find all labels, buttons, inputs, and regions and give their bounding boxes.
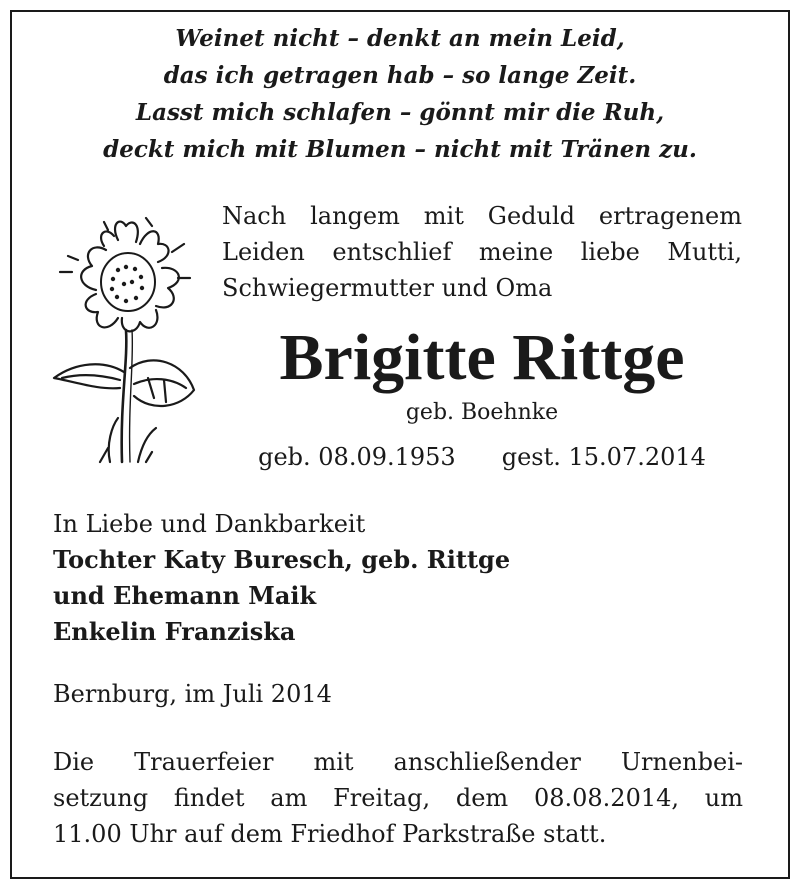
mourner-line: Tochter Katy Buresch, geb. Rittge (53, 545, 511, 574)
intro-line: Schwiegermutter und Oma (222, 274, 553, 302)
poem-line: Lasst mich schlafen – gönnt mir die Ruh, (135, 99, 665, 126)
intro-text (222, 198, 742, 306)
mourners-intro: In Liebe und Dankbarkeit (53, 510, 366, 538)
intro-line: Nach langem mit Geduld ertragenem (222, 202, 742, 230)
sunflower-icon (48, 212, 198, 472)
deceased-name: Brigitte Rittge (279, 321, 685, 394)
maiden-name: geb. Boehnke (405, 400, 559, 425)
funeral-line: 11.00 Uhr auf dem Friedhof Parkstraße statt. (53, 820, 607, 848)
birth-date: geb. 08.09.1953 (258, 443, 456, 471)
death-date: gest. 15.07.2014 (501, 443, 706, 471)
funeral-line: setzung findet am Freitag, dem 08.08.2014, um (53, 784, 743, 812)
mourner-line: und Ehemann Maik (53, 581, 317, 610)
intro-line: Leiden entschlief meine liebe Mutti, (222, 238, 742, 266)
poem-line: das ich getragen hab – so lange Zeit. (163, 62, 637, 89)
mourner-line: Enkelin Franziska (53, 617, 296, 646)
funeral-info (53, 744, 743, 852)
place-date: Bernburg, im Juli 2014 (53, 680, 332, 708)
poem-line: deckt mich mit Blumen – nicht mit Tränen zu. (103, 136, 697, 163)
life-dates (222, 440, 742, 474)
mourners (53, 506, 753, 650)
poem (0, 20, 800, 168)
poem-line: Weinet nicht – denkt an mein Leid, (175, 25, 625, 52)
funeral-line: Die Trauerfeier mit anschließender Urnenbei- (53, 748, 743, 776)
